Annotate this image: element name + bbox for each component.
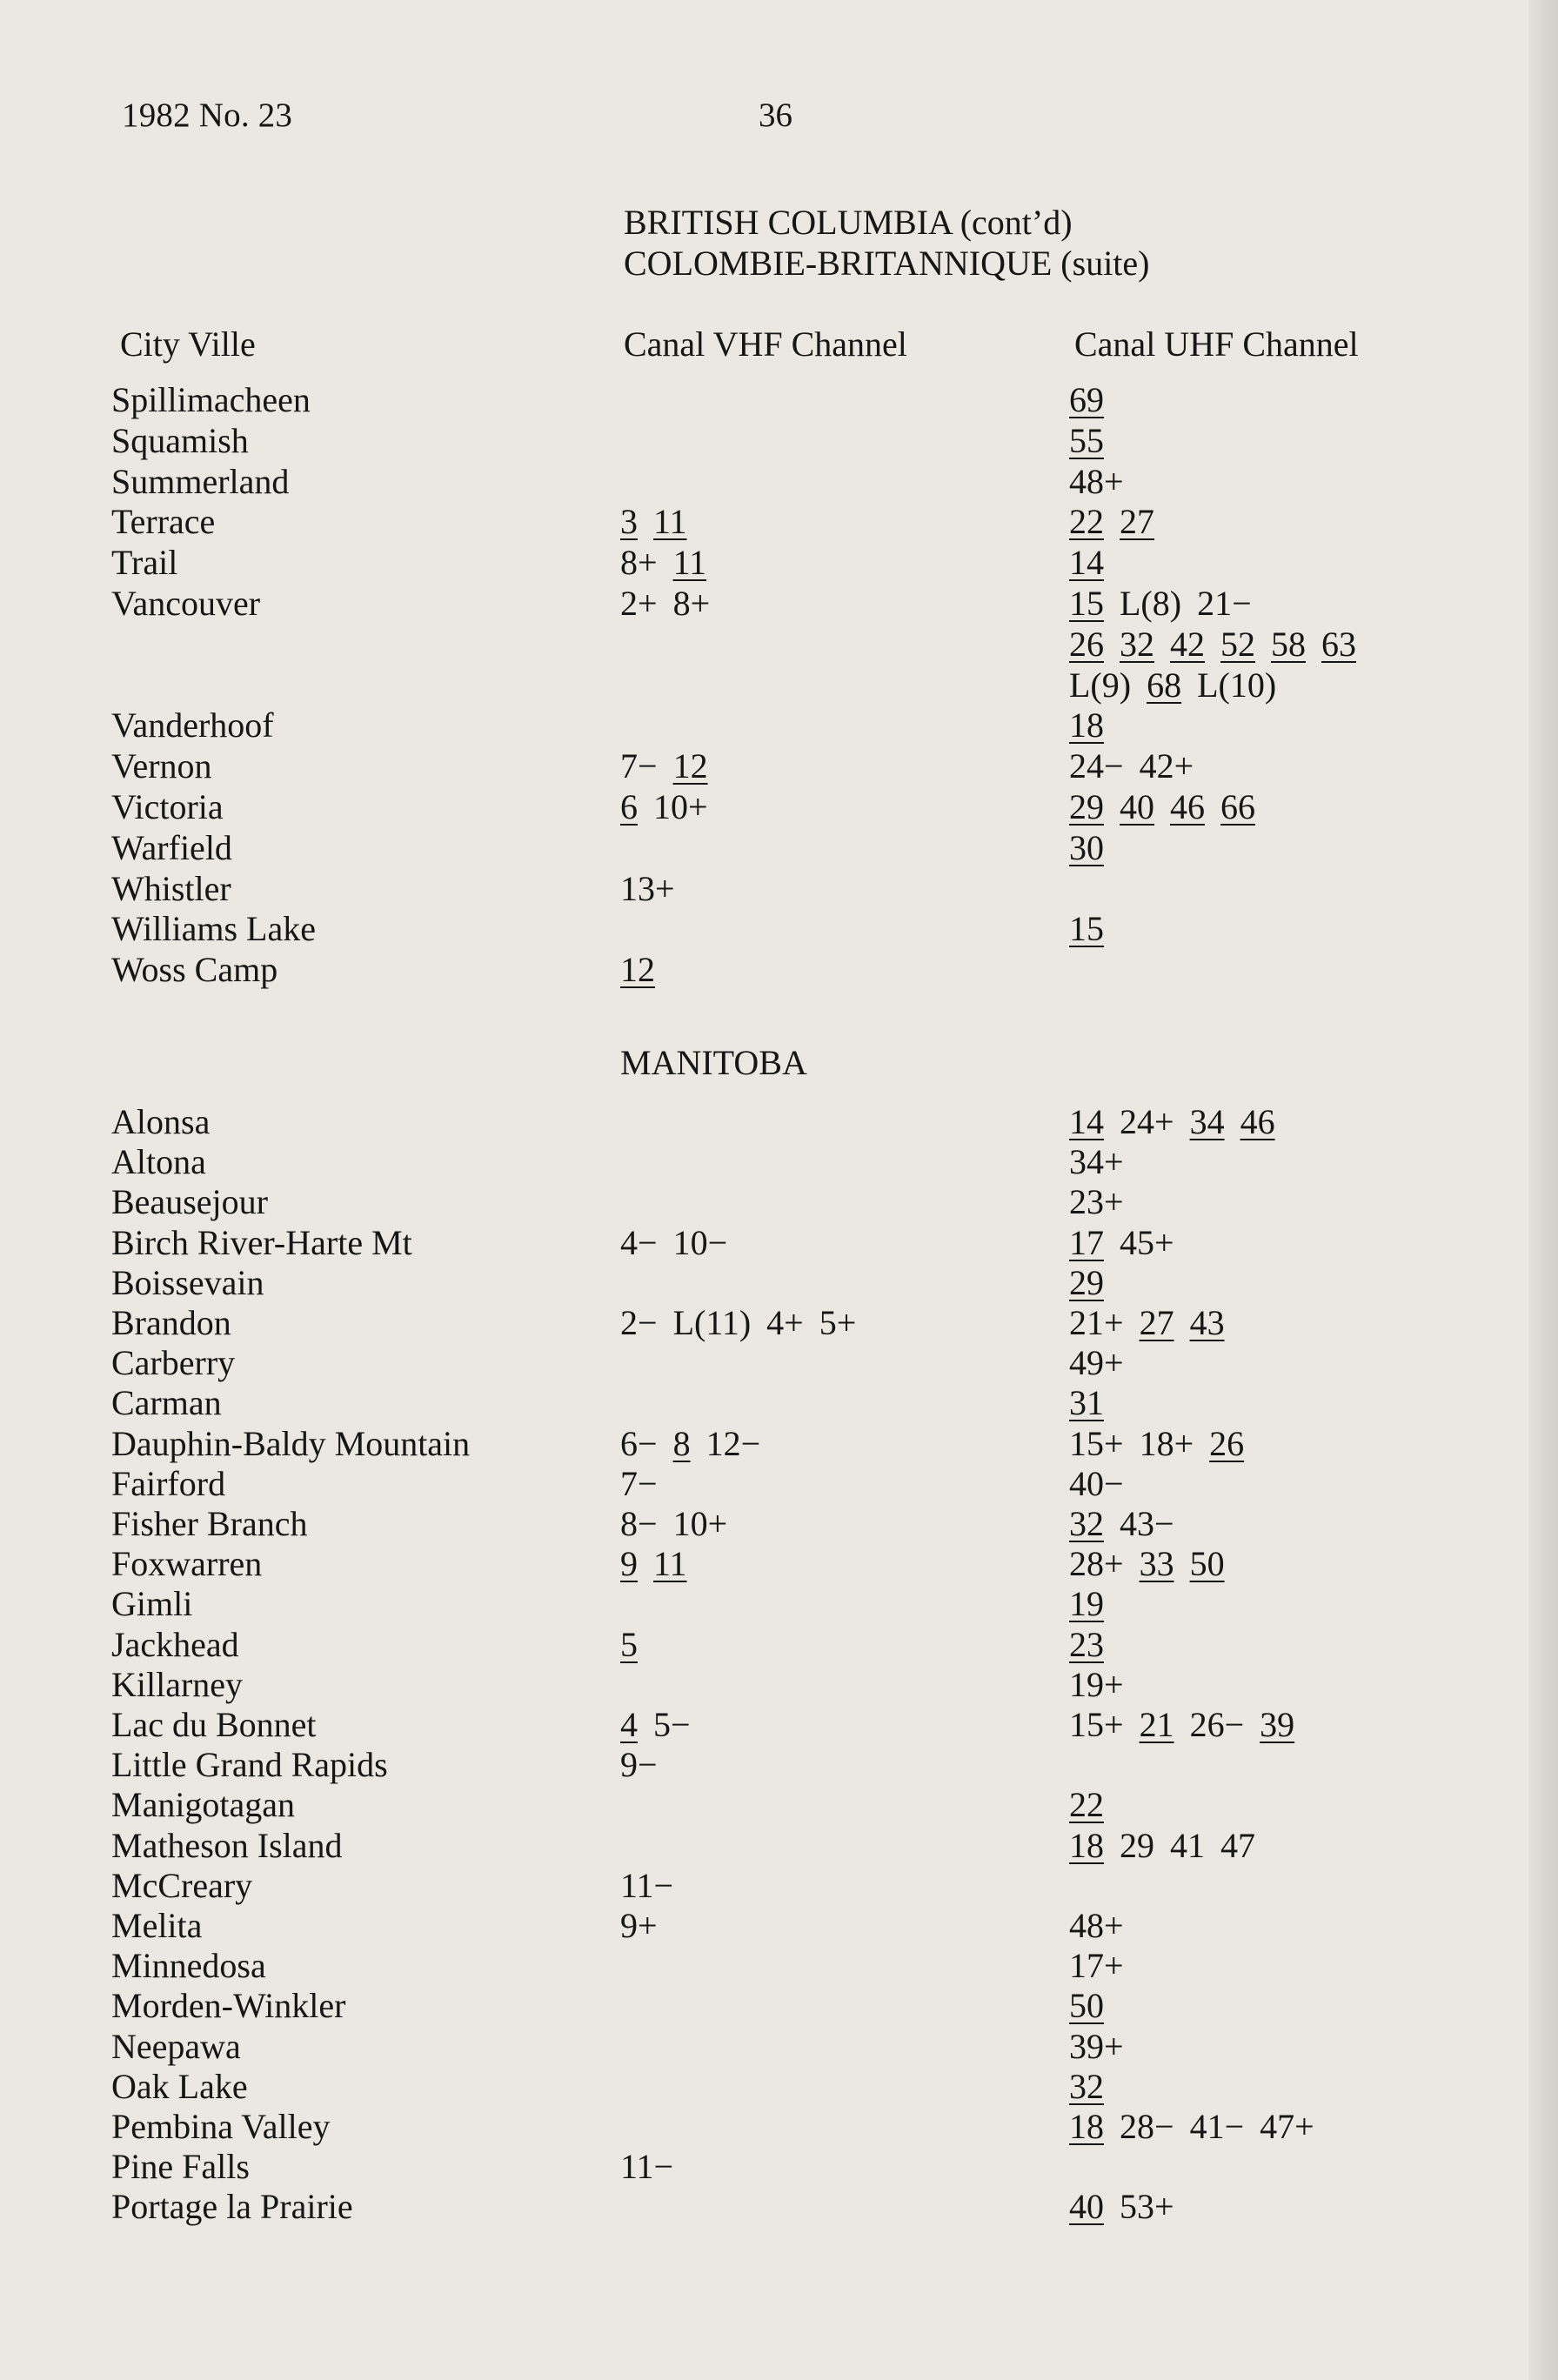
channel-entry: 49+ <box>1069 1343 1124 1383</box>
channel-entry: 11 <box>653 1544 687 1584</box>
city-name: Spillimacheen <box>111 380 311 419</box>
vhf-channels <box>620 1866 689 1906</box>
table-row <box>0 1263 1558 1303</box>
uhf-channels <box>1069 1986 1120 2026</box>
channel-entry: 11 <box>672 543 707 583</box>
channel-entry: 15+ <box>1069 1423 1124 1463</box>
uhf-channels <box>1069 1906 1140 1946</box>
channel-entry: 7− <box>620 1463 658 1503</box>
channel-entry: 4− <box>620 1222 658 1262</box>
uhf-channels <box>1069 1383 1120 1423</box>
channel-entry: 22 <box>1069 1785 1104 1825</box>
channel-entry: 15 <box>1069 909 1104 949</box>
channel-entry: 12 <box>672 746 708 786</box>
channel-entry: 8+ <box>620 543 658 583</box>
channel-entry: 39+ <box>1069 2026 1124 2066</box>
table-row <box>0 1303 1558 1343</box>
channel-entry: 30 <box>1069 827 1104 867</box>
channel-entry: 45+ <box>1120 1222 1174 1262</box>
channel-entry: 29 <box>1069 787 1104 826</box>
city-name: Beausejour <box>111 1182 268 1222</box>
channel-entry: 29 <box>1120 1825 1154 1865</box>
channel-entry: 68 <box>1147 665 1182 705</box>
table-row <box>0 1504 1558 1544</box>
uhf-channels <box>1069 2027 1140 2067</box>
channel-entry: 18+ <box>1139 1423 1194 1463</box>
table-row <box>0 665 1558 705</box>
city-name: Whistler <box>111 868 231 908</box>
channel-entry: 41− <box>1189 2107 1245 2146</box>
vhf-channels <box>620 1223 743 1263</box>
uhf-channels <box>1069 1182 1140 1222</box>
channel-entry: 52 <box>1220 624 1255 664</box>
city-name: Fairford <box>111 1463 226 1503</box>
table-row <box>0 1745 1558 1785</box>
bc-title-fr: COLOMBIE-BRITANNIQUE (suite) <box>624 244 1150 283</box>
uhf-channels <box>1069 1424 1260 1464</box>
uhf-channels <box>1069 462 1140 502</box>
channel-entry: 10+ <box>672 1504 728 1543</box>
channel-entry: 5− <box>653 1705 691 1744</box>
channel-entry: 48+ <box>1069 1906 1124 1945</box>
table-row <box>0 625 1558 665</box>
column-header-uhf: Canal UHF Channel <box>1074 324 1359 364</box>
city-name: Little Grand Rapids <box>111 1745 388 1785</box>
city-name: Minnedosa <box>111 1946 266 1986</box>
channel-entry: 47 <box>1220 1825 1255 1865</box>
table-row <box>0 2067 1558 2107</box>
channel-entry: 18 <box>1069 1825 1104 1865</box>
uhf-channels <box>1069 502 1170 542</box>
table-row <box>0 462 1558 502</box>
city-name: Warfield <box>111 827 232 867</box>
vhf-channels <box>620 1625 653 1665</box>
uhf-channels <box>1069 2187 1190 2227</box>
table-row <box>0 543 1558 583</box>
uhf-channels <box>1069 1343 1140 1383</box>
uhf-channels <box>1069 1223 1190 1263</box>
uhf-channels <box>1069 584 1267 624</box>
channel-entry: 66 <box>1220 787 1255 826</box>
city-name: Portage la Prairie <box>111 2187 353 2227</box>
channel-entry: 19 <box>1069 1584 1104 1624</box>
table-row <box>0 1986 1558 2026</box>
uhf-channels <box>1069 1785 1120 1825</box>
city-name: Lac du Bonnet <box>111 1705 317 1744</box>
city-name: Foxwarren <box>111 1544 263 1584</box>
city-name: Williams Lake <box>111 909 316 949</box>
uhf-channels <box>1069 1464 1140 1504</box>
channel-entry: 48+ <box>1069 461 1124 501</box>
channel-entry: L(11) <box>672 1303 752 1342</box>
table-row <box>0 1142 1558 1182</box>
channel-entry: 42+ <box>1139 746 1194 786</box>
vhf-channels <box>620 950 671 990</box>
vhf-channels <box>620 1705 706 1745</box>
city-name: Pembina Valley <box>111 2107 331 2146</box>
table-row <box>0 2027 1558 2067</box>
uhf-channels <box>1069 2107 1330 2147</box>
table-row <box>0 1343 1558 1383</box>
city-name: Pine Falls <box>111 2147 250 2187</box>
channel-entry: 24− <box>1069 746 1124 786</box>
channel-entry: 10− <box>672 1222 728 1262</box>
city-name: McCreary <box>111 1865 253 1905</box>
channel-entry: 32 <box>1069 2066 1104 2106</box>
uhf-channels <box>1069 1102 1291 1142</box>
channel-entry: 18 <box>1069 2107 1104 2146</box>
city-name: Altona <box>111 1142 206 1182</box>
channel-entry: 24+ <box>1120 1102 1174 1141</box>
vhf-channels <box>620 1745 673 1785</box>
channel-entry: 9 <box>620 1544 638 1584</box>
city-name: Gimli <box>111 1584 193 1624</box>
table-row <box>0 1826 1558 1866</box>
channel-entry: 27 <box>1120 502 1154 542</box>
column-header-vhf: Canal VHF Channel <box>624 324 907 364</box>
vhf-channels <box>620 1424 776 1464</box>
table-row <box>0 1424 1558 1464</box>
channel-entry: 18 <box>1069 705 1104 745</box>
page-header-issue: 1982 No. 23 <box>122 97 293 134</box>
channel-entry: 53+ <box>1120 2187 1174 2227</box>
table-row <box>0 1785 1558 1825</box>
table-row <box>0 1625 1558 1665</box>
channel-entry: 33 <box>1139 1544 1174 1584</box>
table-row <box>0 787 1558 827</box>
table-row <box>0 828 1558 868</box>
channel-entry: 26 <box>1209 1423 1245 1463</box>
table-row <box>0 1906 1558 1946</box>
channel-entry: 6− <box>620 1423 658 1463</box>
table-row <box>0 502 1558 542</box>
uhf-channels <box>1069 543 1120 583</box>
channel-entry: 6 <box>620 787 638 826</box>
city-name: Boissevain <box>111 1262 264 1302</box>
city-name: Dauphin-Baldy Mountain <box>111 1423 471 1463</box>
uhf-channels <box>1069 625 1372 665</box>
table-row <box>0 746 1558 786</box>
channel-entry: 19+ <box>1069 1664 1124 1704</box>
channel-entry: 50 <box>1069 1986 1104 2026</box>
channel-entry: 29 <box>1069 1262 1104 1302</box>
channel-entry: 12 <box>620 950 655 990</box>
vhf-channels <box>620 1464 673 1504</box>
table-row <box>0 1383 1558 1423</box>
channel-entry: 34 <box>1189 1102 1225 1141</box>
uhf-channels <box>1069 1303 1240 1343</box>
vhf-channels <box>620 787 724 827</box>
city-name: Manigotagan <box>111 1785 296 1825</box>
table-row <box>0 2107 1558 2147</box>
uhf-channels <box>1069 380 1120 420</box>
city-name: Jackhead <box>111 1624 239 1664</box>
vhf-channels <box>620 2147 689 2187</box>
channel-entry: 17 <box>1069 1222 1104 1262</box>
uhf-channels <box>1069 1544 1240 1584</box>
channel-entry: 5+ <box>819 1303 857 1342</box>
channel-entry: 26− <box>1189 1705 1245 1744</box>
channel-entry: 14 <box>1069 543 1104 583</box>
channel-entry: 32 <box>1120 624 1154 664</box>
uhf-channels <box>1069 909 1120 949</box>
vhf-channels <box>620 502 703 542</box>
table-row <box>0 1705 1558 1745</box>
table-row <box>0 2187 1558 2227</box>
city-name: Trail <box>111 543 178 583</box>
channel-entry: 8− <box>620 1504 658 1543</box>
channel-entry: 15 <box>1069 584 1104 623</box>
table-row <box>0 2147 1558 2187</box>
uhf-channels <box>1069 1584 1120 1624</box>
uhf-channels <box>1069 746 1209 786</box>
table-row <box>0 584 1558 624</box>
channel-entry: 8 <box>672 1423 691 1463</box>
city-name: Brandon <box>111 1303 231 1342</box>
vhf-channels <box>620 1303 872 1343</box>
table-row <box>0 1665 1558 1705</box>
city-name: Matheson Island <box>111 1825 343 1865</box>
table-row <box>0 1544 1558 1584</box>
channel-entry: 63 <box>1321 624 1356 664</box>
channel-entry: 4 <box>620 1705 638 1744</box>
channel-entry: 12− <box>705 1423 761 1463</box>
uhf-channels <box>1069 1504 1190 1544</box>
channel-entry: 28+ <box>1069 1544 1124 1584</box>
channel-entry: 43 <box>1189 1303 1225 1342</box>
table-row <box>0 1102 1558 1142</box>
uhf-channels <box>1069 1625 1120 1665</box>
channel-entry: 41 <box>1170 1825 1205 1865</box>
channel-entry: 9+ <box>620 1906 658 1945</box>
channel-entry: 10+ <box>653 787 708 826</box>
table-row <box>0 869 1558 909</box>
table-row <box>0 421 1558 461</box>
channel-entry: 21+ <box>1069 1303 1124 1342</box>
city-name: Carberry <box>111 1343 236 1383</box>
city-name: Oak Lake <box>111 2066 248 2106</box>
table-row <box>0 909 1558 949</box>
channel-entry: 7− <box>620 746 658 786</box>
uhf-channels <box>1069 1946 1140 1986</box>
page-number: 36 <box>759 97 792 134</box>
channel-entry: 26 <box>1069 624 1104 664</box>
uhf-channels <box>1069 1142 1140 1182</box>
channel-entry: 69 <box>1069 380 1104 419</box>
vhf-channels <box>620 1544 703 1584</box>
channel-entry: 23+ <box>1069 1182 1124 1222</box>
channel-entry: 43− <box>1120 1504 1174 1543</box>
city-name: Summerland <box>111 461 290 501</box>
vhf-channels <box>620 543 722 583</box>
vhf-channels <box>620 1906 673 1946</box>
channel-entry: 40 <box>1069 2187 1104 2227</box>
channel-entry: 39 <box>1260 1705 1295 1744</box>
channel-entry: 8+ <box>672 584 711 623</box>
channel-entry: 15+ <box>1069 1705 1124 1744</box>
table-row <box>0 380 1558 420</box>
channel-entry: 2− <box>620 1303 658 1342</box>
channel-entry: 50 <box>1189 1544 1225 1584</box>
table-row <box>0 950 1558 990</box>
channel-entry: 55 <box>1069 420 1104 460</box>
vhf-channels <box>620 869 691 909</box>
table-row <box>0 1464 1558 1504</box>
city-name: Squamish <box>111 420 249 460</box>
channel-entry: 11− <box>620 2147 674 2187</box>
channel-entry: 13+ <box>620 868 675 908</box>
column-header-city: City Ville <box>120 324 256 364</box>
channel-entry: L(8) <box>1120 584 1182 623</box>
channel-entry: L(9) <box>1069 665 1132 705</box>
channel-entry: L(10) <box>1197 665 1277 705</box>
channel-entry: 2+ <box>620 584 658 623</box>
table-row <box>0 1866 1558 1906</box>
channel-entry: 14 <box>1069 1102 1104 1141</box>
table-row <box>0 1946 1558 1986</box>
city-name: Birch River-Harte Mt <box>111 1222 412 1262</box>
channel-entry: 40 <box>1120 787 1154 826</box>
channel-entry: 9− <box>620 1745 658 1785</box>
channel-entry: 31 <box>1069 1383 1104 1423</box>
city-name: Alonsa <box>111 1102 211 1141</box>
channel-entry: 27 <box>1139 1303 1174 1342</box>
channel-entry: 47+ <box>1260 2107 1314 2146</box>
uhf-channels <box>1069 1263 1120 1303</box>
city-name: Vancouver <box>111 584 261 623</box>
table-row <box>0 705 1558 745</box>
channel-entry: 58 <box>1271 624 1306 664</box>
channel-entry: 11 <box>653 502 687 542</box>
channel-entry: 34+ <box>1069 1142 1124 1182</box>
bc-title-en: BRITISH COLUMBIA (cont’d) <box>624 203 1073 242</box>
channel-entry: 23 <box>1069 1624 1104 1664</box>
city-name: Terrace <box>111 502 216 542</box>
uhf-channels <box>1069 705 1120 745</box>
uhf-channels <box>1069 1826 1271 1866</box>
city-name: Carman <box>111 1383 222 1423</box>
city-name: Vanderhoof <box>111 705 274 745</box>
vhf-channels <box>620 746 724 786</box>
manitoba-title: MANITOBA <box>620 1043 807 1082</box>
city-name: Killarney <box>111 1664 244 1704</box>
channel-entry: 22 <box>1069 502 1104 542</box>
uhf-channels <box>1069 828 1120 868</box>
city-name: Woss Camp <box>111 950 278 990</box>
channel-entry: 32 <box>1069 1504 1104 1543</box>
city-name: Morden-Winkler <box>111 1986 346 2026</box>
channel-entry: 11− <box>620 1865 674 1905</box>
uhf-channels <box>1069 421 1120 461</box>
channel-entry: 46 <box>1170 787 1205 826</box>
vhf-channels <box>620 1504 743 1544</box>
channel-entry: 5 <box>620 1624 638 1664</box>
channel-entry: 17+ <box>1069 1946 1124 1986</box>
table-row <box>0 1182 1558 1222</box>
channel-entry: 3 <box>620 502 638 542</box>
uhf-channels <box>1069 787 1271 827</box>
channel-entry: 28− <box>1120 2107 1174 2146</box>
uhf-channels <box>1069 2067 1120 2107</box>
channel-entry: 21 <box>1139 1705 1174 1744</box>
channel-entry: 21− <box>1197 584 1252 623</box>
channel-entry: 4+ <box>766 1303 804 1342</box>
vhf-channels <box>620 584 726 624</box>
channel-entry: 40− <box>1069 1463 1124 1503</box>
table-row <box>0 1584 1558 1624</box>
city-name: Neepawa <box>111 2026 241 2066</box>
uhf-channels <box>1069 665 1292 705</box>
city-name: Vernon <box>111 746 212 786</box>
table-row <box>0 1223 1558 1263</box>
city-name: Victoria <box>111 787 224 826</box>
channel-entry: 42 <box>1170 624 1205 664</box>
city-name: Fisher Branch <box>111 1504 308 1543</box>
city-name: Melita <box>111 1906 203 1945</box>
channel-entry: 46 <box>1240 1102 1275 1141</box>
uhf-channels <box>1069 1665 1140 1705</box>
uhf-channels <box>1069 1705 1310 1745</box>
